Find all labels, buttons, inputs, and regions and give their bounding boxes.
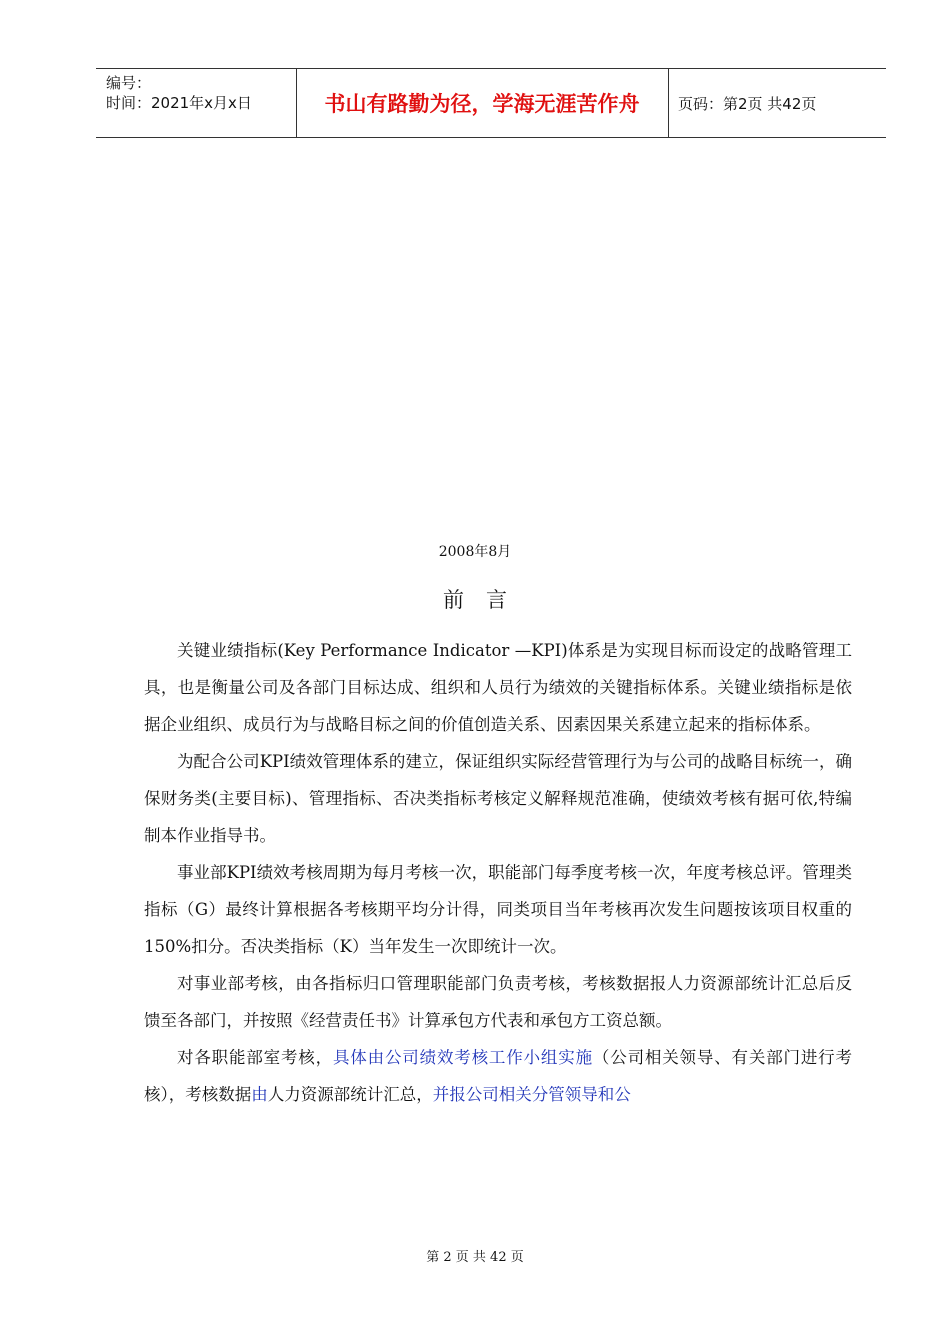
header-page-info: 页码：第2页 共42页 [678,94,817,113]
page-footer: 第 2 页 共 42 页 [426,1250,524,1265]
text-run: 对各职能部室考核， [177,1048,333,1067]
document-title: 前言 [443,588,529,612]
document-date: 2008年8月 [438,544,512,560]
paragraph: 关键业绩指标(Key Performance Indicator —KPI)体系是为实现目标而设定的战略管理工具，也是衡量公司及各部门目标达成、组织和人员行为绩效的关键指标体系。关键业绩指标是依据企业组织、成员行为与战略目标之间的价值创造关系、因素因果关系建立起来的指标体系。 [144,641,852,734]
highlighted-text-run: 并报公司相关分管领导和公 [432,1085,631,1104]
text-run: （公司相关领导、有关部门进行考核），考核数据 [144,1048,853,1104]
serial-number-label: 编号： [106,74,152,92]
header-meta [96,69,296,137]
paragraph: 事业部KPI绩效考核周期为每月考核一次，职能部门每季度考核一次，年度考核总评。管理类指标（G）最终计算根据各考核期平均分计得，同类项目当年考核再次发生问题按该项目权重的150%扣分。否决类指标（K）当年发生一次即统计一次。 [144,863,852,956]
document-body [144,632,852,1113]
highlighted-text-run: 由 [251,1085,268,1104]
text-run: 人力资源部统计汇总， [267,1085,433,1104]
header-divider [668,69,669,137]
header-motto: 书山有路勤为径，学海无涯苦作舟 [324,92,640,116]
page-header [96,68,886,138]
highlighted-text-run: 具体由公司绩效考核工作小组实施 [332,1048,593,1067]
paragraph: 为配合公司KPI绩效管理体系的建立，保证组织实际经营管理行为与公司的战略目标统一，确保财务类(主要目标)、管理指标、否决类指标考核定义解释规范准确，使绩效考核有据可依,特编制本作业指导书。 [144,752,852,845]
time-label: 时间：2021年x月x日 [106,94,252,112]
paragraph: 对事业部考核，由各指标归口管理职能部门负责考核，考核数据报人力资源部统计汇总后反馈至各部门，并按照《经营责任书》计算承包方代表和承包方工资总额。 [144,974,852,1030]
paragraph [144,1039,852,1113]
